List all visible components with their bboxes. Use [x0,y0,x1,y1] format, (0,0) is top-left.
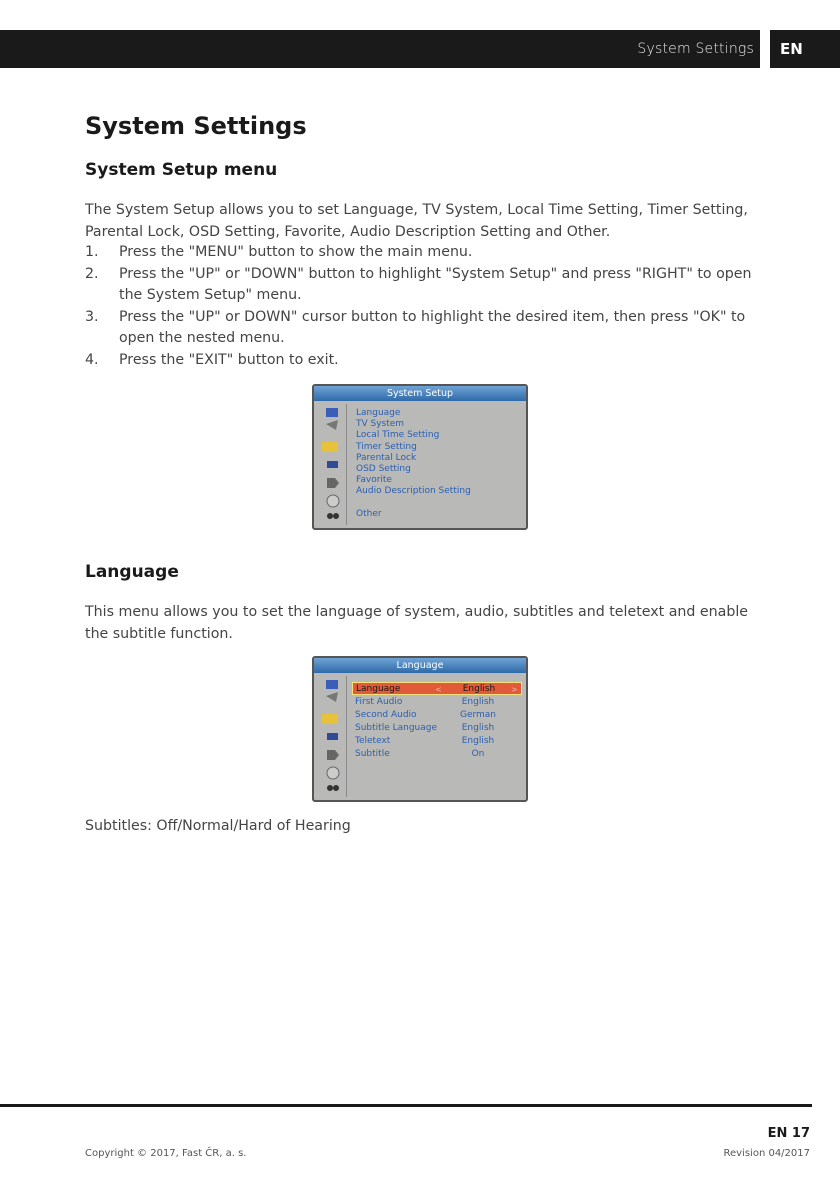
system-setup-intro: The System Setup allows you to set Language, TV System, Local Time Setting, Timer Setting, Parental Lock, OSD Setting, Favorite, Audio Description Setting and Other. [85,202,748,240]
disc-icon [327,767,339,779]
tool-icon [327,750,339,760]
language-screen [312,656,528,802]
option-value: English [461,723,495,733]
option-label: Subtitle [355,749,390,759]
option-label: Subtitle Language [355,723,438,733]
list-item [85,350,765,372]
revision: Revision 04/2017 [723,1148,810,1159]
system-setup-menu [356,408,471,520]
menu-icons [318,406,344,526]
satellite-icon [326,692,338,702]
menu-icon-column [318,678,344,802]
arrow-left-icon[interactable]: < [435,685,442,694]
subtitles-note: Subtitles: Off/Normal/Hard of Hearing [85,818,351,834]
option-row-first-audio[interactable] [352,696,522,709]
menu-spacer [356,498,471,509]
step-number: 3. [85,308,99,325]
disc-icon [327,495,339,507]
folder-icon [327,733,338,740]
list-item [85,242,765,264]
arrow-right-icon[interactable]: > [511,685,518,694]
list-item [85,264,765,307]
option-label: First Audio [355,697,403,707]
step-text: Press the "UP" or "DOWN" button to highlight "System Setup" and press "RIGHT" to open the System Setup" menu. [119,265,752,303]
menu-item-tv-system[interactable]: TV System [356,419,405,430]
menu-icon-column [318,406,344,530]
system-setup-screen [312,384,528,530]
option-value: English [461,697,495,707]
menu-item-language[interactable]: Language [356,408,401,418]
language-intro: This menu allows you to set the language of system, audio, subtitles and teletext and enable the subtitle function. [85,604,749,642]
menu-item-parental-lock[interactable]: Parental Lock [356,452,417,463]
step-number: 2. [85,265,99,282]
copyright: Copyright © 2017, Fast ČR, a. s. [85,1148,247,1159]
tv-icon [326,408,338,417]
settings-icon [322,714,338,724]
game-icon [327,785,333,791]
option-value: English [462,684,496,694]
menu-item-other[interactable]: Other [356,508,382,519]
tv-icon [326,680,338,689]
steps-list [85,242,765,371]
page-number: EN 17 [767,1126,810,1141]
step-text: Press the "MENU" button to show the main menu. [119,244,473,260]
screen-title: System Setup [314,386,526,401]
option-value: On [471,749,485,759]
tool-icon [327,478,339,488]
option-row-subtitle[interactable] [352,748,522,761]
menu-item-favorite[interactable]: Favorite [356,475,392,486]
option-row-subtitle-language[interactable] [352,722,522,735]
header-section-title: System Settings [637,41,754,57]
step-number: 1. [85,244,99,260]
step-text: Press the "UP" or DOWN" cursor button to highlight the desired item, then press "OK" to open the nested menu. [119,308,746,346]
divider [346,404,347,525]
folder-icon [327,461,338,468]
step-number: 4. [85,351,99,368]
option-label: Second Audio [355,710,417,720]
option-label: Language [356,684,401,694]
satellite-icon [326,420,338,430]
system-setup-heading: System Setup menu [85,160,278,180]
menu-icons [318,678,344,798]
settings-icon [322,442,338,452]
step-text: Press the "EXIT" button to exit. [119,351,339,368]
language-heading: Language [85,562,179,582]
language-badge: EN [770,30,840,68]
option-value: English [461,736,495,746]
option-row-language[interactable] [352,682,522,695]
menu-item-local-time[interactable]: Local Time Setting [356,430,440,441]
game-icon [327,513,333,519]
menu-item-audio-description[interactable]: Audio Description Setting [356,486,471,497]
option-label: Teletext [355,736,391,746]
option-row-teletext[interactable] [352,735,522,748]
header-bar [0,30,760,68]
option-value: German [459,710,497,720]
menu-item-timer[interactable]: Timer Setting [356,441,417,452]
footer-divider [0,1104,812,1107]
screen-title: Language [314,658,526,673]
menu-item-osd[interactable]: OSD Setting [356,464,411,475]
page-title: System Settings [85,112,307,140]
option-row-second-audio[interactable] [352,709,522,722]
list-item [85,307,765,350]
divider [346,676,347,797]
